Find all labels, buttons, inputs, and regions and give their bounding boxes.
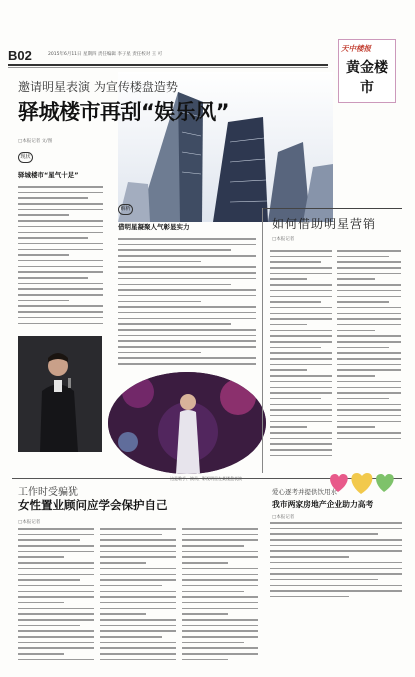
subhead-analysis: 借明星凝聚人气彰显实力 [118, 223, 190, 231]
subhead-status: 驿城楼市“星气十足” [18, 171, 79, 179]
story2-headline: 女性置业顾问应学会保护自己 [18, 498, 168, 512]
page-number: B02 [8, 48, 32, 63]
lead-body-col1 [18, 186, 103, 334]
story3-byline: □本报记者 [272, 515, 295, 520]
singer-photo [18, 336, 102, 452]
column-body-1 [270, 250, 332, 470]
header-rule-thin [8, 67, 328, 68]
newspaper-logo: 天中楼报 [341, 44, 371, 53]
date-line: 2015年6月11日 星期四 责任编辑 李子星 责任校对 王 可 [48, 52, 163, 57]
tag-analysis: 解析 [118, 204, 133, 215]
lead-headline: 驿城楼市再刮“娱乐风” [18, 100, 230, 124]
section-title: 黄金楼市 [346, 60, 388, 96]
stage-performance-photo [108, 372, 266, 474]
story2-kicker: 工作时受骗犹 [18, 487, 78, 498]
story2-body-2 [100, 528, 176, 668]
lead-body-col2 [118, 238, 256, 370]
column-byline: □本报记者 [272, 237, 295, 242]
column-title: 如何借助明星营销 [272, 217, 377, 231]
story2-body-3 [182, 528, 258, 668]
story2-body-1 [18, 528, 94, 668]
column-border [262, 208, 263, 473]
story3-headline: 我市两家房地产企业助力高考 [272, 500, 374, 509]
story3-kicker: 爱心逐考并提供饮用水 [272, 488, 337, 496]
tag-status: 现状 [18, 152, 33, 163]
header-rule [8, 64, 328, 66]
lead-kicker: 邀请明星表演 为宣传楼盘造势 [18, 80, 178, 94]
column-rule [262, 208, 402, 209]
photo-caption [170, 476, 242, 482]
column-body-2 [337, 250, 401, 460]
story2-byline: □本报记者 [18, 520, 41, 525]
lead-byline: □本报记者 文/图 [18, 139, 53, 144]
story3-body [270, 522, 402, 602]
